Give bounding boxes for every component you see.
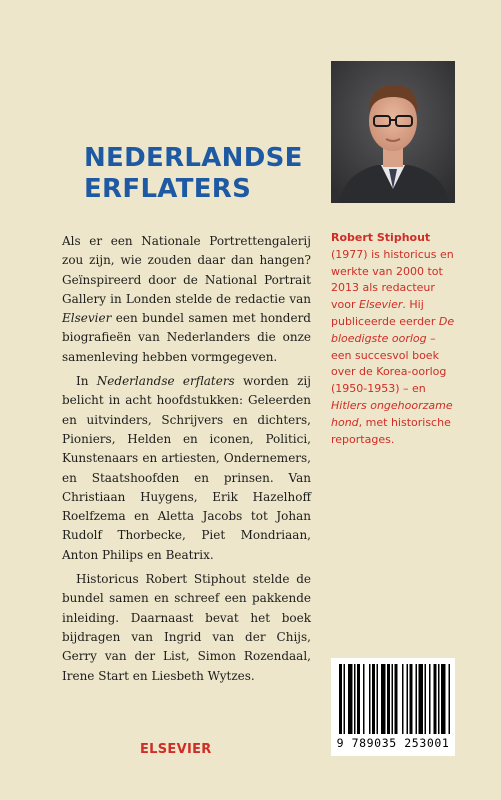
bio-text-3: – een succesvol boek over de Korea-oorlog (1950-1953) – en xyxy=(331,331,447,396)
blurb-paragraph-3: Historicus Robert Stiphout stelde de bundel samen en schreef een pakkende inleiding. Daarnaast bevat het boek bijdragen van Ingrid van der Chijs, Gerry van der List, Simon Rozendaal, Irene Start en Liesbeth Wytzes. xyxy=(62,572,311,683)
blurb-paragraph-1 xyxy=(62,232,311,367)
bio-text-4: , met historische reportages. xyxy=(331,415,451,446)
author-name: Robert Stiphout xyxy=(331,231,431,244)
book-title-line-1: NEDERLANDSE xyxy=(84,143,303,173)
blurb-p1-end: een bundel samen met honderd biografieën van Nederlanders die onze samenleving hebben vormgegeven. xyxy=(62,311,311,364)
blurb-p2-italic: Nederlandse erflaters xyxy=(96,374,235,389)
blurb-paragraph-2 xyxy=(62,372,311,565)
bio-text-2: . Hij publiceerde eerder xyxy=(331,298,439,328)
bio-italic-2: De bloedigste oorlog xyxy=(331,314,455,345)
book-title-line-2: ERFLATERS xyxy=(84,174,252,204)
bio-text-1: (1977) is historicus en werkte van 2000 tot 2013 als redacteur voor xyxy=(331,247,454,312)
barcode-bars xyxy=(331,658,455,738)
book-title xyxy=(84,143,324,205)
blurb-p1-text: Als er een Nationale Portrettengalerij zou zijn, wie zouden daar dan hangen? Geïnspireerd door de National Portrait Gallery in Londen stelde de redactie van xyxy=(62,234,311,306)
author-photo xyxy=(331,61,455,203)
blurb-p2-end: worden zij belicht in acht hoofdstukken: Geleerden en uitvinders, Schrijvers en dichters, Pioniers, Helden en iconen, Politici, Kunstenaars en artiesten, Ondernemers, en Staatshoofden en prinsen. Van Christiaan Huygens, Erik Hazelhoff Roelfzema en Aletta Jacobs tot Johan Rudolf Thorbecke, Piet Mondriaan, Anton Philips en Beatrix. xyxy=(62,374,311,562)
blurb-p1-italic: Elsevier xyxy=(62,311,112,326)
author-bio xyxy=(331,230,457,448)
publisher-logo: ELSEVIER xyxy=(140,742,212,757)
barcode xyxy=(331,658,455,756)
bio-italic-3: Hitlers ongehoorzame hond xyxy=(331,398,453,429)
bio-italic-1: Elsevier xyxy=(359,298,403,312)
blurb-p2-start: In xyxy=(76,374,97,389)
blurb-text xyxy=(62,232,311,686)
barcode-number: 9 789035 253001 xyxy=(336,736,450,750)
